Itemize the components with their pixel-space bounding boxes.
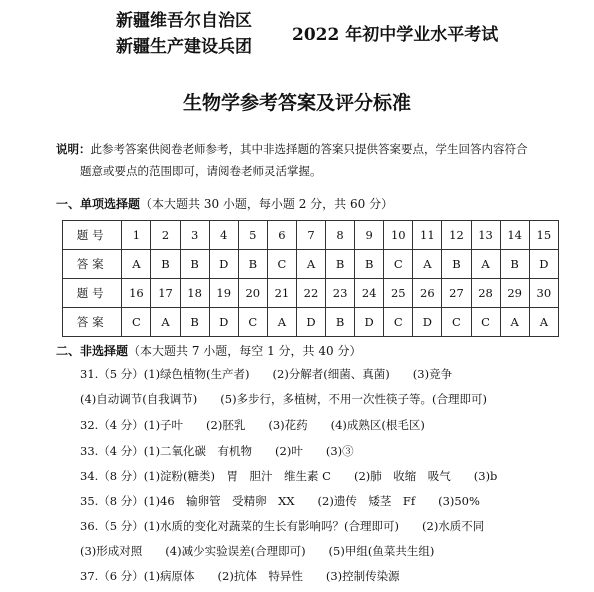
row-label-question: 题号	[63, 279, 122, 308]
table-cell: C	[122, 308, 151, 337]
table-cell: 20	[238, 279, 267, 308]
table-cell: B	[151, 250, 180, 279]
table-row-q1	[63, 221, 559, 250]
table-cell: 4	[209, 221, 238, 250]
table-cell: 11	[413, 221, 442, 250]
table-cell: A	[296, 250, 325, 279]
table-cell: 9	[355, 221, 384, 250]
table-cell: B	[180, 308, 209, 337]
table-cell: C	[471, 308, 500, 337]
table-cell: 13	[471, 221, 500, 250]
answer-line: 36.（5 分）(1)水质的变化对蔬菜的生长有影响吗？(合理即可) (2)水质不同	[80, 519, 485, 533]
header-region-names	[116, 8, 252, 60]
answer-line: 31.（5 分）(1)绿色植物(生产者) (2)分解者(细菌、真菌) (3)竞争	[80, 367, 453, 381]
table-cell: A	[413, 250, 442, 279]
table-cell: 14	[500, 221, 529, 250]
table-cell: 17	[151, 279, 180, 308]
table-row-a1	[63, 250, 559, 279]
table-cell: 25	[384, 279, 413, 308]
answer-line: 33.（4 分）(1)二氧化碳 有机物 (2)叶 (3)③	[80, 444, 354, 458]
table-cell: 8	[326, 221, 355, 250]
table-cell: D	[355, 308, 384, 337]
answer-line: (3)形成对照 (4)减少实验误差(合理即可) (5)甲组(鱼菜共生组)	[80, 544, 435, 558]
instructions-note	[56, 138, 576, 182]
table-cell: 1	[122, 221, 151, 250]
table-cell: B	[326, 308, 355, 337]
table-cell: 18	[180, 279, 209, 308]
table-cell: 2	[151, 221, 180, 250]
table-cell: B	[180, 250, 209, 279]
row-label-question: 题号	[63, 221, 122, 250]
section-2-detail: （本大题共 7 小题，每空 1 分，共 40 分）	[128, 344, 362, 358]
section-2-heading	[56, 342, 361, 359]
table-cell: 26	[413, 279, 442, 308]
table-cell: C	[238, 308, 267, 337]
table-cell: A	[122, 250, 151, 279]
table-cell: 27	[442, 279, 471, 308]
table-cell: 16	[122, 279, 151, 308]
table-cell: 28	[471, 279, 500, 308]
table-cell: C	[384, 308, 413, 337]
table-cell: D	[296, 308, 325, 337]
header-region-1: 新疆维吾尔自治区	[116, 11, 252, 31]
table-cell: C	[442, 308, 471, 337]
table-cell: 29	[500, 279, 529, 308]
note-line-2: 题意或要点的范围即可，请阅卷老师灵活掌握。	[80, 164, 322, 178]
table-cell: D	[413, 308, 442, 337]
table-cell: 19	[209, 279, 238, 308]
table-cell: A	[471, 250, 500, 279]
table-cell: D	[209, 250, 238, 279]
table-cell: 3	[180, 221, 209, 250]
table-cell: 24	[355, 279, 384, 308]
section-1-title: 一、单项选择题	[56, 197, 141, 211]
table-cell: A	[529, 308, 558, 337]
section-1-heading	[56, 195, 393, 212]
row-label-answer: 答案	[63, 308, 122, 337]
table-cell: 7	[296, 221, 325, 250]
table-cell: B	[238, 250, 267, 279]
table-cell: B	[326, 250, 355, 279]
table-cell: A	[267, 308, 296, 337]
table-cell: 30	[529, 279, 558, 308]
table-row-a2	[63, 308, 559, 337]
table-cell: A	[151, 308, 180, 337]
answer-table	[62, 220, 559, 337]
table-cell: 12	[442, 221, 471, 250]
answer-line: 34.（8 分）(1)淀粉(糖类) 胃 胆汁 维生素 C (2)肺 收缩 吸气 (3)b	[80, 469, 498, 483]
answer-line: 35.（8 分）(1)46 输卵管 受精卵 XX (2)遗传 矮茎 Ff (3)50%	[80, 494, 480, 508]
answer-line: (4)自动调节(自我调节) (5)多步行，多植树，不用一次性筷子等。(合理即可)	[80, 392, 488, 406]
table-cell: B	[442, 250, 471, 279]
table-cell: D	[209, 308, 238, 337]
table-cell: 6	[267, 221, 296, 250]
section-2-title: 二、非选择题	[56, 344, 129, 358]
exam-title: 2022 年初中学业水平考试	[292, 25, 499, 45]
table-row-q2	[63, 279, 559, 308]
table-cell: C	[267, 250, 296, 279]
table-cell: 15	[529, 221, 558, 250]
section-1-detail: （本大题共 30 小题，每小题 2 分，共 60 分）	[140, 197, 394, 211]
table-cell: C	[384, 250, 413, 279]
table-cell: 10	[384, 221, 413, 250]
answer-line: 32.（4 分）(1)子叶 (2)胚乳 (3)花药 (4)成熟区(根毛区)	[80, 418, 425, 432]
table-cell: B	[355, 250, 384, 279]
note-line-1: 此参考答案供阅卷老师参考，其中非选择题的答案只提供答案要点，学生回答内容符合	[90, 142, 528, 156]
document-title: 生物学参考答案及评分标准	[182, 92, 411, 114]
table-cell: 22	[296, 279, 325, 308]
note-label: 说明：	[56, 142, 91, 156]
table-cell: 21	[267, 279, 296, 308]
row-label-answer: 答案	[63, 250, 122, 279]
table-cell: A	[500, 308, 529, 337]
table-cell: 5	[238, 221, 267, 250]
table-cell: B	[500, 250, 529, 279]
answer-line: 37.（6 分）(1)病原体 (2)抗体 特异性 (3)控制传染源	[80, 569, 400, 583]
header-region-2: 新疆生产建设兵团	[116, 37, 252, 57]
table-cell: 23	[326, 279, 355, 308]
table-cell: D	[529, 250, 558, 279]
